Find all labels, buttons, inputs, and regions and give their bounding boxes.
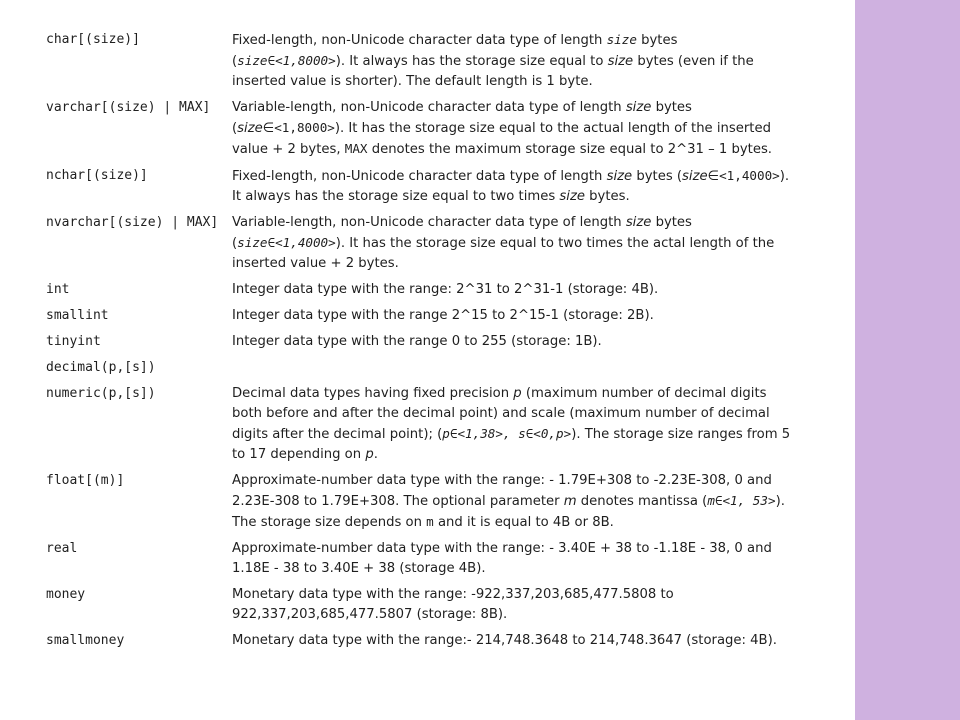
table-row — [46, 30, 846, 92]
data-type-description — [232, 384, 792, 465]
description-segment: denotes the maximum storage size equal to 2^31 – 1 bytes. — [367, 142, 773, 157]
data-type-name: nchar[(size)] — [46, 168, 148, 183]
description-segment: ). It has the storage size equal to the actual length of the inserted value + 2 bytes, — [232, 121, 771, 157]
description-segment: size∈ — [237, 121, 275, 136]
description-segment: size — [607, 54, 634, 69]
data-type-name: real — [46, 541, 78, 556]
data-type-name: varchar[(size) | MAX] — [46, 100, 211, 115]
table-row — [46, 471, 846, 533]
description-segment: size∈<1,8000> — [237, 53, 336, 68]
description-segment: Monetary data type with the range:- 214,748.3648 to 214,748.3647 (storage: 4B). — [232, 633, 777, 648]
description-segment: bytes. — [584, 189, 630, 204]
table-row — [46, 166, 846, 207]
description-segment: p∈<1,38>, s∈<0,p> — [442, 426, 572, 441]
description-segment: Approximate-number data type with the range: - 1.79E+308 to -2.23E-308, 0 and 2.23E-308 to 1.79E+308. The optional parameter — [232, 473, 772, 509]
description-segment: m — [563, 494, 577, 509]
data-type-description — [232, 539, 792, 579]
data-type-name: smallmoney — [46, 633, 125, 648]
description-segment: bytes (even if the inserted value is shorter). The default length is 1 byte. — [232, 54, 754, 89]
data-type-description — [232, 631, 792, 651]
table-row — [46, 539, 846, 579]
description-segment: size∈ — [682, 169, 720, 184]
description-segment: and it is equal to 4B or 8B. — [433, 515, 614, 530]
description-segment: ). It has the storage size equal to two times the actal length of the inserted value + 2 bytes. — [232, 236, 775, 271]
description-segment: size — [606, 169, 633, 184]
data-type-description — [232, 332, 792, 352]
description-segment: Fixed-length, non-Unicode character data type of length — [232, 169, 607, 184]
description-segment: MAX — [344, 141, 368, 156]
description-segment: Fixed-length, non-Unicode character data type of length — [232, 33, 607, 48]
table-row — [46, 306, 846, 326]
data-type-name: tinyint — [46, 334, 101, 349]
description-segment: size — [559, 189, 585, 204]
table-row — [46, 332, 846, 352]
table-row — [46, 384, 846, 465]
data-type-description — [232, 166, 792, 207]
description-segment: bytes ( — [632, 169, 683, 184]
description-segment: Integer data type with the range: 2^31 to 2^31-1 (storage: 4B). — [232, 282, 659, 297]
table-row — [46, 213, 846, 274]
data-type-description — [232, 280, 792, 300]
data-type-name: char[(size)] — [46, 32, 140, 47]
data-type-name: smallint — [46, 308, 109, 323]
table-row — [46, 585, 846, 625]
table-row — [46, 280, 846, 300]
description-segment: size∈<1,4000> — [237, 235, 336, 250]
description-segment: Integer data type with the range 0 to 255 (storage: 1B). — [232, 334, 602, 349]
data-type-name: decimal(p,[s]) — [46, 360, 156, 375]
description-segment: p — [513, 386, 522, 401]
description-segment: p — [365, 447, 374, 462]
description-segment: ). It always has the storage size equal to — [335, 54, 608, 69]
decorative-sidebar-band — [855, 0, 960, 720]
description-segment: ). The storage size depends on — [232, 494, 785, 530]
description-segment: <1,8000> — [274, 120, 335, 135]
description-segment: . — [373, 447, 378, 462]
table-row — [46, 358, 846, 378]
data-types-table — [46, 30, 846, 657]
description-segment: bytes ( — [232, 215, 692, 251]
description-segment: bytes ( — [232, 100, 692, 136]
description-segment: m — [426, 514, 434, 529]
description-segment: size — [606, 32, 637, 47]
description-segment: denotes mantissa ( — [576, 494, 708, 509]
description-segment: Approximate-number data type with the range: - 3.40E + 38 to -1.18E - 38, 0 and 1.18E - 38 to 3.40E + 38 (storage 4B). — [232, 541, 772, 576]
description-segment: Variable-length, non-Unicode character data type of length — [232, 100, 626, 115]
data-type-name: money — [46, 587, 86, 602]
data-type-description — [232, 98, 792, 160]
description-segment: size — [625, 100, 652, 115]
data-type-description — [232, 585, 792, 625]
table-row — [46, 631, 846, 651]
description-segment: bytes ( — [232, 33, 678, 69]
data-type-name: int — [46, 282, 70, 297]
description-segment: m∈<1, 53> — [707, 493, 776, 508]
description-segment: (maximum number of decimal digits both before and after the decimal point) and scale (maximum number of decimal digits after the decimal point); ( — [232, 386, 770, 442]
data-type-description — [232, 30, 792, 92]
table-row — [46, 98, 846, 160]
description-segment: Variable-length, non-Unicode character data type of length — [232, 215, 626, 230]
description-segment: <1,4000> — [719, 168, 780, 183]
description-segment: ). The storage size ranges from 5 to 17 depending on — [232, 427, 791, 462]
description-segment: ). It always has the storage size equal to two times — [232, 169, 790, 204]
data-type-description — [232, 471, 792, 533]
description-segment: size — [625, 215, 652, 230]
data-type-description — [232, 306, 792, 326]
data-type-name: float[(m)] — [46, 473, 125, 488]
description-segment: Monetary data type with the range: -922,337,203,685,477.5808 to 922,337,203,685,477.5807 (storage: 8B). — [232, 587, 674, 622]
data-type-description — [232, 213, 792, 274]
data-type-name: nvarchar[(size) | MAX] — [46, 215, 219, 230]
description-segment: Decimal data types having fixed precision — [232, 386, 514, 401]
data-type-name: numeric(p,[s]) — [46, 386, 156, 401]
description-segment: Integer data type with the range 2^15 to 2^15-1 (storage: 2B). — [232, 308, 654, 323]
